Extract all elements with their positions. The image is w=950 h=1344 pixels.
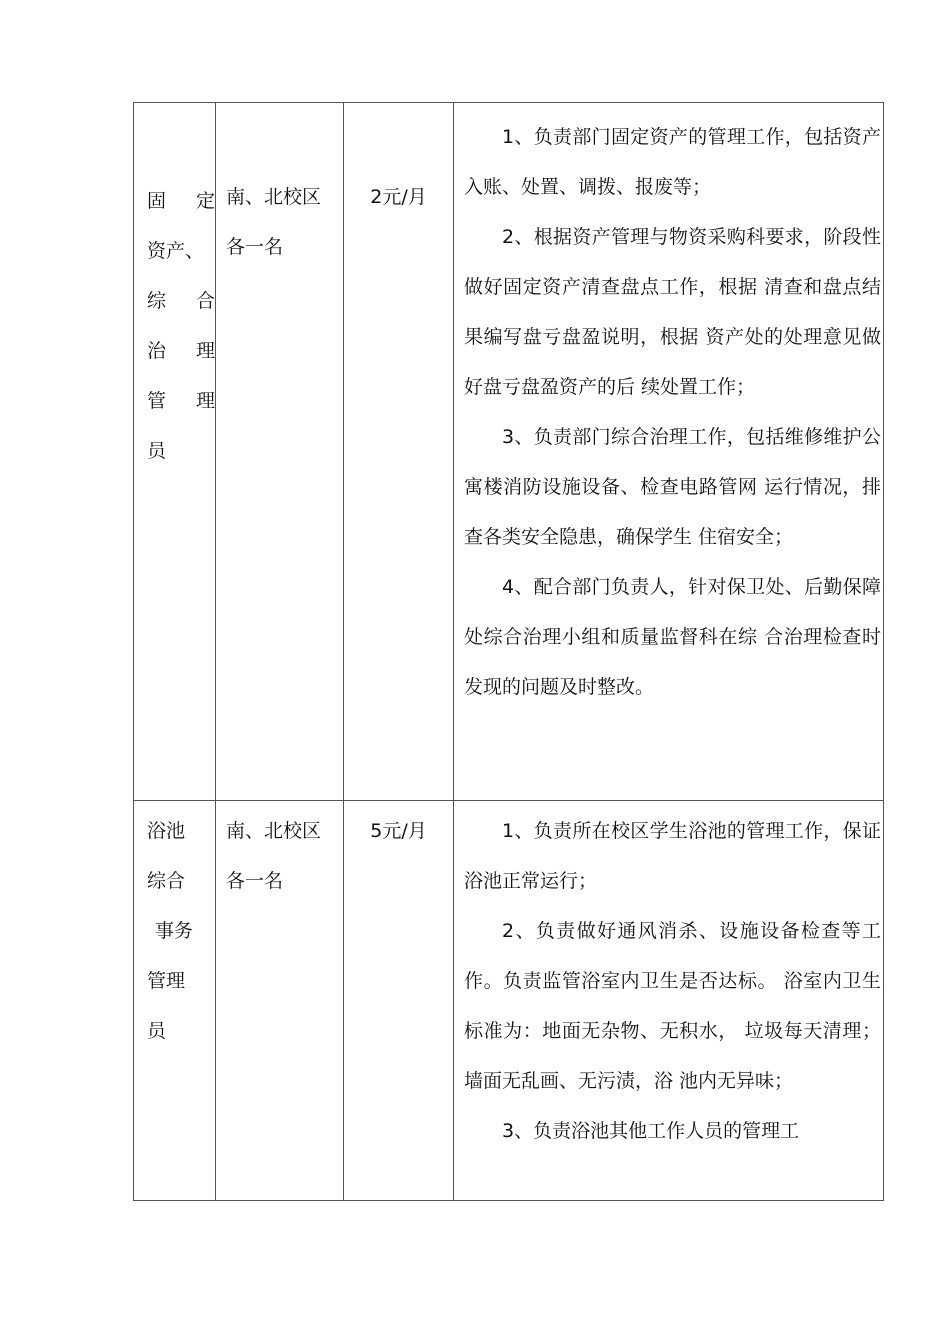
role-cell <box>134 103 216 801</box>
pay-cell <box>344 801 454 1201</box>
campus-text: 南、北校区 <box>226 186 322 208</box>
role-text: 理 <box>195 390 215 412</box>
duty-paragraph: 2、负责做好通风消杀、设施设备检查等工作。负责监管浴室内卫生是否达标。 浴室内卫生标准为：地面无杂物、无积水， 垃圾每天清理；墙面无乱画、无污渍，浴 池内无异味； <box>464 920 881 1092</box>
campus-text: 各一名 <box>226 236 284 258</box>
pay-text: 2元/月 <box>370 186 427 208</box>
campus-cell <box>216 103 344 801</box>
role-text: 浴池 <box>147 820 186 842</box>
role-text: 综合 <box>147 870 186 892</box>
role-text: 管理 <box>147 970 186 992</box>
campus-text: 南、北校区 <box>226 820 322 842</box>
duty-paragraph: 4、配合部门负责人，针对保卫处、后勤保障处综合治理小组和质量监督科在综 合治理检查时发现的问题及时整改。 <box>464 576 881 698</box>
table-row <box>134 801 884 1201</box>
role-text: 员 <box>147 440 167 462</box>
role-text: 资产、 <box>147 240 205 262</box>
role-text: 员 <box>147 1020 167 1042</box>
campus-text: 各一名 <box>226 870 284 892</box>
role-text: 事务 <box>155 920 194 942</box>
duty-paragraph: 3、负责部门综合治理工作，包括维修维护公寓楼消防设施设备、检查电路管网 运行情况，排查各类安全隐患，确保学生 住宿安全； <box>464 426 881 548</box>
duty-cell <box>454 801 884 1201</box>
role-cell <box>134 801 216 1201</box>
duty-paragraph: 1、负责所在校区学生浴池的管理工作，保证浴池正常运行； <box>464 820 881 892</box>
campus-cell <box>216 801 344 1201</box>
pay-cell <box>344 103 454 801</box>
duty-paragraph: 2、根据资产管理与物资采购科要求，阶段性做好固定资产清查盘点工作，根据 清查和盘点结果编写盘亏盘盈说明，根据 资产处的处理意见做好盘亏盘盈资产的后 续处置工作； <box>464 226 881 398</box>
table-row <box>134 103 884 801</box>
role-text: 理 <box>195 340 215 362</box>
pay-text: 5元/月 <box>370 820 427 842</box>
role-text: 治 <box>147 340 167 362</box>
role-text: 合 <box>195 290 215 312</box>
duty-paragraph: 1、负责部门固定资产的管理工作，包括资产入账、处置、调拨、报废等； <box>464 126 881 198</box>
role-text: 综 <box>147 290 167 312</box>
duty-table <box>133 102 884 1201</box>
role-text: 定 <box>195 190 215 212</box>
role-text: 固 <box>147 190 167 212</box>
duty-paragraph: 3、负责浴池其他工作人员的管理工 <box>502 1120 800 1142</box>
role-text: 管 <box>147 390 167 412</box>
duty-cell <box>454 103 884 801</box>
